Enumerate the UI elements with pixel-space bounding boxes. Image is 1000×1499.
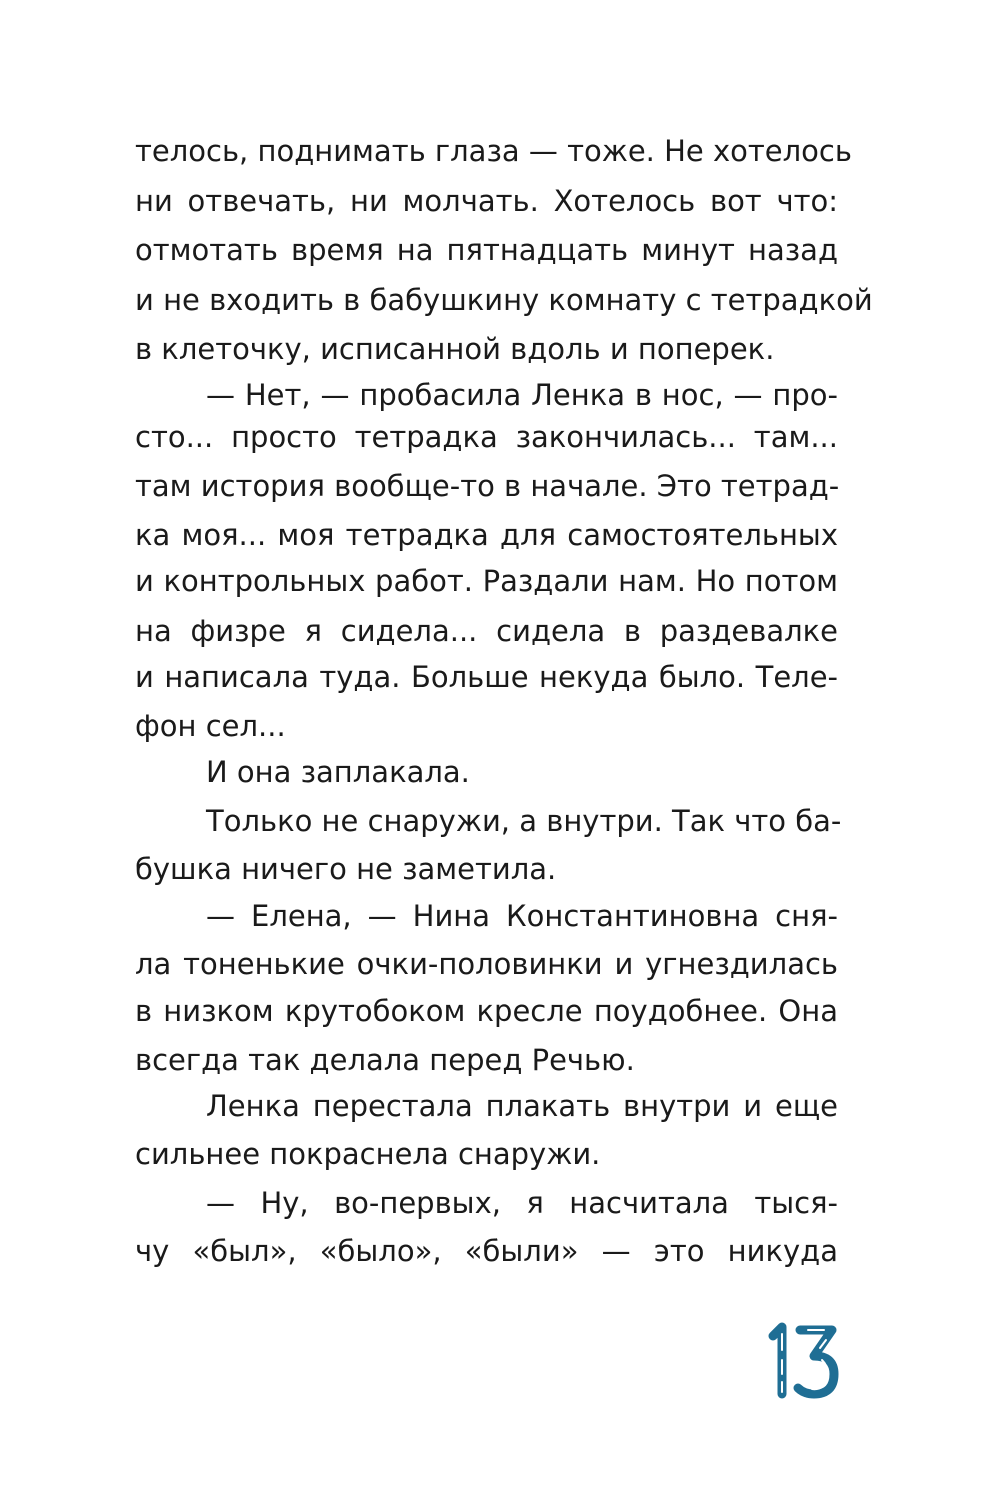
text-line: сто... просто тетрадка закончилась... там... <box>135 420 838 454</box>
text-line: сильнее покраснела снаружи. <box>135 1137 601 1171</box>
text-line: ла тоненькие очки-половинки и угнездилась <box>135 947 838 981</box>
text-line: в клеточку, исписанной вдоль и поперек. <box>135 332 775 366</box>
text-line: на физре я сидела... сидела в раздевалке <box>135 614 838 648</box>
page-number-glyph <box>768 1322 842 1400</box>
text-line: и контрольных работ. Раздали нам. Но потом <box>135 564 838 598</box>
text-line: и написала туда. Больше некуда было. Теле- <box>135 660 838 694</box>
text-line: И она заплакала. <box>206 755 470 789</box>
text-line: Ленка перестала плакать внутри и еще <box>206 1089 838 1123</box>
text-line: — Елена, — Нина Константиновна сня- <box>206 899 838 933</box>
text-line: — Ну, во-первых, я насчитала тыся- <box>206 1186 838 1220</box>
text-line: — Нет, — пробасила Ленка в нос, — про- <box>206 378 838 412</box>
text-line: бушка ничего не заметила. <box>135 852 557 886</box>
text-line: ни отвечать, ни молчать. Хотелось вот что: <box>135 184 838 218</box>
text-line: всегда так делала перед Речью. <box>135 1043 635 1077</box>
text-line: фон сел... <box>135 709 286 743</box>
text-line: ка моя... моя тетрадка для самостоятельных <box>135 518 838 552</box>
text-line: и не входить в бабушкину комнату с тетрадкой <box>135 283 873 317</box>
text-line: в низком крутобоком кресле поудобнее. Она <box>135 994 838 1028</box>
text-line: отмотать время на пятнадцать минут назад <box>135 233 838 267</box>
text-line: чу «был», «было», «были» — это никуда <box>135 1234 838 1268</box>
text-line: там история вообще-то в начале. Это тетрад- <box>135 469 840 503</box>
text-line: Только не снаружи, а внутри. Так что ба- <box>206 804 842 838</box>
text-line: телось, поднимать глаза — тоже. Не хотелось <box>135 134 852 168</box>
page-number <box>768 1322 842 1400</box>
